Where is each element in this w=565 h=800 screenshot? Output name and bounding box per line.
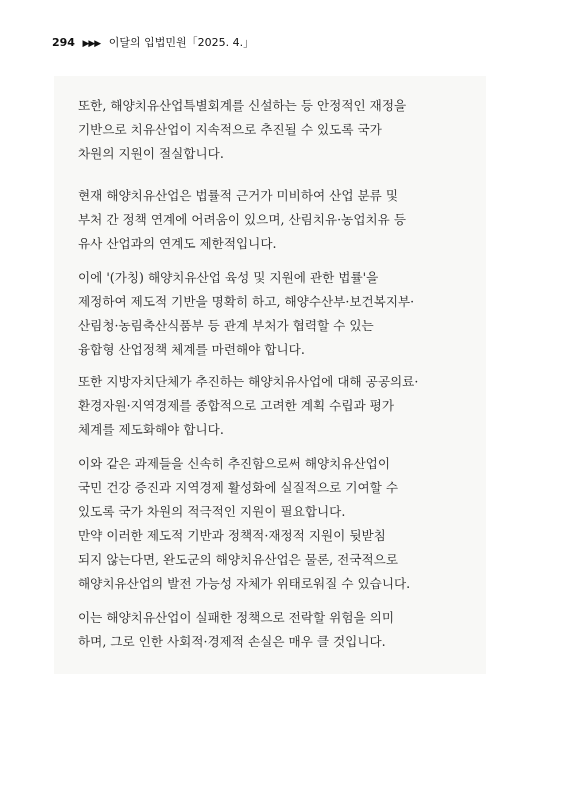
paragraph-1 [78, 94, 466, 166]
text-line: 되지 않는다면, 완도군의 해양치유산업은 물론, 전국적으로 [78, 552, 398, 567]
text-line: 이는 해양치유산업이 실패한 정책으로 전락할 위험을 의미 [78, 610, 394, 625]
text-line: 있도록 국가 차원의 적극적인 지원이 필요합니다. [78, 504, 346, 519]
text-line: 차원의 지원이 절실합니다. [78, 146, 224, 161]
paragraph-5 [78, 452, 466, 524]
text-line: 만약 이러한 제도적 기반과 정책적·재정적 지원이 뒷받침 [78, 528, 386, 543]
text-line: 또한 지방자치단체가 추진하는 해양치유사업에 대해 공공의료· [78, 374, 419, 389]
text-line: 이에 '(가칭) 해양치유산업 육성 및 지원에 관한 법률'을 [78, 270, 379, 285]
text-line: 또한, 해양치유산업특별회계를 신설하는 등 안정적인 재정을 [78, 98, 407, 113]
text-line: 현재 해양치유산업은 법률적 근거가 미비하여 산업 분류 및 [78, 188, 398, 203]
paragraph-7 [78, 606, 466, 654]
text-line: 환경자원·지역경제를 종합적으로 고려한 계획 수립과 평가 [78, 398, 394, 413]
paragraph-3 [78, 266, 466, 362]
text-line: 체계를 제도화해야 합니다. [78, 422, 224, 437]
text-line: 유사 산업과의 연계도 제한적입니다. [78, 236, 277, 251]
paragraph-6 [78, 524, 466, 596]
text-line: 기반으로 치유산업이 지속적으로 추진될 수 있도록 국가 [78, 122, 382, 137]
paragraph-2 [78, 184, 466, 256]
text-line: 국민 건강 증진과 지역경제 활성화에 실질적으로 기여할 수 [78, 480, 398, 495]
text-line: 융합형 산업정책 체계를 마련해야 합니다. [78, 342, 305, 357]
text-line: 제정하여 제도적 기반을 명확히 하고, 해양수산부·보건복지부· [78, 294, 415, 309]
publication-title: 이달의 입법민원「2025. 4.」 [108, 36, 255, 49]
text-line: 해양치유산업의 발전 가능성 자체가 위태로워질 수 있습니다. [78, 576, 411, 591]
triple-arrow-icon: ▶▶▶ [82, 39, 101, 49]
text-line: 하며, 그로 인한 사회적·경제적 손실은 매우 클 것입니다. [78, 634, 386, 649]
text-line: 이와 같은 과제들을 신속히 추진함으로써 해양치유산업이 [78, 456, 390, 471]
text-line: 산림청·농림축산식품부 등 관계 부처가 협력할 수 있는 [78, 318, 374, 333]
paragraph-4 [78, 370, 466, 442]
text-line: 부처 간 정책 연계에 어려움이 있으며, 산림치유·농업치유 등 [78, 212, 407, 227]
page-header [52, 34, 254, 50]
page-number: 294 [52, 36, 75, 49]
